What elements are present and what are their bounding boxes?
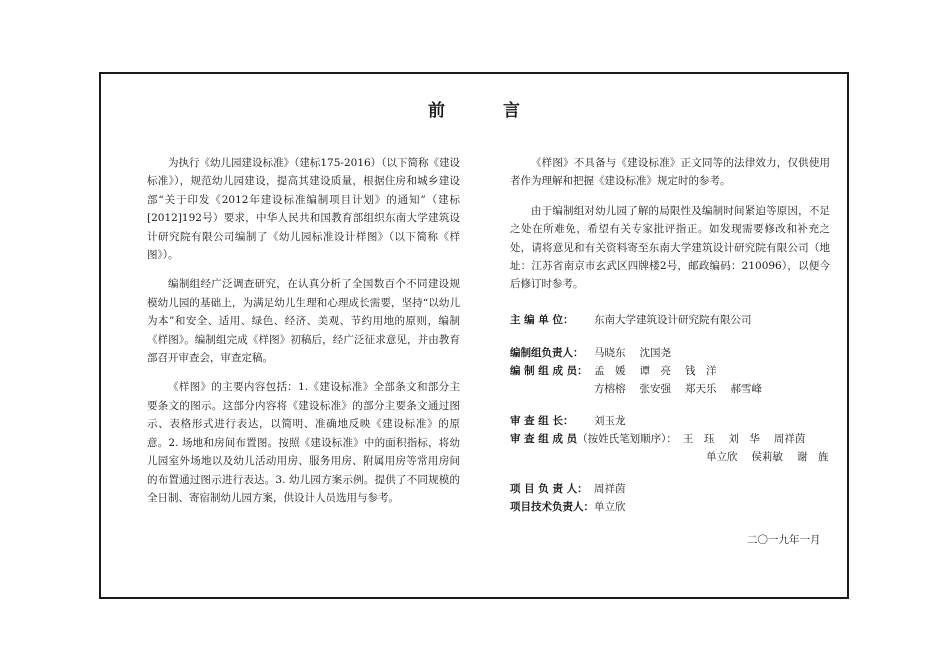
paragraph-feedback: 由于编制组对幼儿园了解的局限性及编制时间紧迫等原因，不足之处在所难免，希望有关专家批评指正。如发现需要修改和补充之处，请将意见和有关资料寄至东南大学建筑设计研究院有限公司（地址：江苏省南京市玄武区四牌楼2号，邮政编码：210096），以便今后修订时参考。 [510,204,830,291]
page-frame [99,72,849,599]
paragraph-content: 《样图》的主要内容包括：1.《建设标准》全部条文和部分主要条文的图示。这部分内容将《建设标准》的部分主要条文通过图示、表格形式进行表达，以简明、准确地反映《建设标准》的原意。2. 场地和房间布置图。按照《建设标准》中的面积指标，将幼儿园室外场地以及幼儿活动用房、服务用房、附属用房等常用房间的布置通过图示进行表达。3. 幼儿园方案示例。提供了不同规模的全日制、寄宿制幼儿园方案，供设计人员选用与参考。 [147,381,460,504]
left-column [147,154,460,518]
document-date: 二〇一九年一月 [747,534,821,546]
credit-project: 项 目 负 责 人： 周祥茵 项目技术负责人： 单立欣 [510,483,626,513]
paragraph-process: 编制组经广泛调查研究，在认真分析了全国数百个不同建设规模幼儿园的基础上，为满足幼儿生理和心理成长需要，坚持“以幼儿为本”和安全、适用、绿色、经济、美观、节约用地的原则，编制《样图》。编制组完成《样图》初稿后，经广泛征求意见，并由教育部召开审查会，审查定稿。 [147,278,460,365]
credit-reviewers: 审 查 组 长： 刘玉龙 审 查 组 成 员 （按姓氏笔划顺序）： 王 珏 刘 华 周祥茵 单立欣 侯莉敏 谢 旌 [510,415,829,463]
right-column [510,154,830,305]
paragraph-intro: 为执行《幼儿园建设标准》（建标175-2016）（以下简称《建设标准》），规范幼儿园建设，提高其建设质量，根据住房和城乡建设部“关于印发《2012年建设标准编制项目计划》的通知”（建标[2012]192号）要求，中华人民共和国教育部组织东南大学建筑设计研究院有限公司编制了《幼儿园标准设计样图》（以下简称《样图》）。 [147,157,460,262]
credit-chief-unit: 主 编 单 位： 东南大学建筑设计研究院有限公司 [510,314,752,326]
paragraph-legal: 《样图》不具备与《建设标准》正文同等的法律效力，仅供使用者作为理解和把握《建设标准》规定时的参考。 [510,157,830,188]
credit-compilers: 编制组负责人： 马晓东 沈国尧 编 制 组 成 员： 孟 媛 谭 亮 钱 洋 方榕榕 张安强 郑天乐 郝雪峰 [510,347,762,395]
page-title: 前 言 [428,101,546,121]
